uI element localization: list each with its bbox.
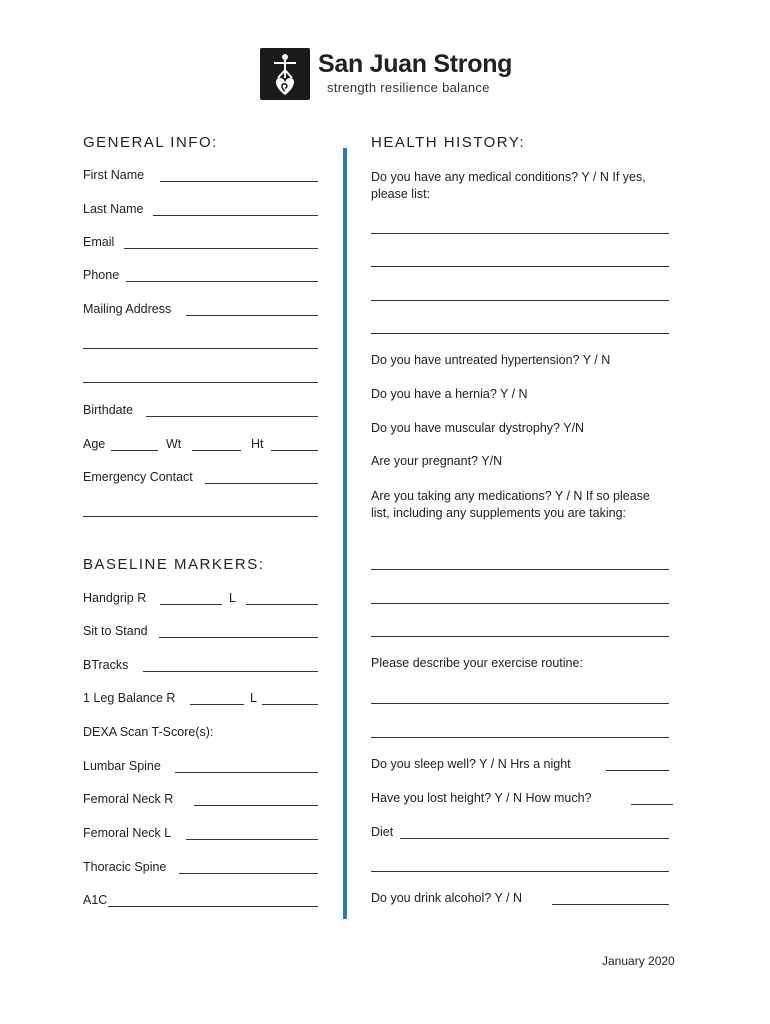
- mailing-address-line-3[interactable]: [83, 382, 318, 383]
- handgrip-l-label: L: [229, 591, 236, 605]
- medical-conditions-line-2[interactable]: [371, 266, 669, 267]
- height-question: Have you lost height? Y / N How much?: [371, 791, 592, 805]
- femoral-neck-l-field[interactable]: [186, 839, 318, 840]
- diet-field[interactable]: [400, 838, 669, 839]
- exercise-line-2[interactable]: [371, 737, 669, 738]
- last-name-label: Last Name: [83, 202, 144, 216]
- phone-label: Phone: [83, 268, 120, 282]
- diet-line-2[interactable]: [371, 871, 669, 872]
- general-info-heading: GENERAL INFO:: [83, 134, 218, 151]
- pregnant-question: Are your pregnant? Y/N: [371, 454, 503, 468]
- medications-line-3[interactable]: [371, 636, 669, 637]
- femoral-neck-r-label: Femoral Neck R: [83, 792, 174, 806]
- btracks-label: BTracks: [83, 658, 129, 672]
- a1c-field[interactable]: [108, 906, 318, 907]
- age-field[interactable]: [111, 450, 158, 451]
- btracks-field[interactable]: [143, 671, 318, 672]
- medical-conditions-line-4[interactable]: [371, 333, 669, 334]
- diet-label: Diet: [371, 825, 394, 839]
- emergency-contact-label: Emergency Contact: [83, 470, 193, 484]
- dexa-scan-label: DEXA Scan T-Score(s):: [83, 725, 214, 739]
- ht-field[interactable]: [271, 450, 318, 451]
- medications-line-1[interactable]: [371, 569, 669, 570]
- birthdate-label: Birthdate: [83, 403, 134, 417]
- leg-balance-l-field[interactable]: [262, 704, 318, 705]
- thoracic-spine-field[interactable]: [179, 873, 318, 874]
- hernia-question: Do you have a hernia? Y / N: [371, 387, 528, 401]
- email-label: Email: [83, 235, 115, 249]
- medical-conditions-line-3[interactable]: [371, 300, 669, 301]
- lumbar-spine-field[interactable]: [175, 772, 318, 773]
- sit-to-stand-field[interactable]: [159, 637, 318, 638]
- mailing-address-field[interactable]: [186, 315, 318, 316]
- sit-to-stand-label: Sit to Stand: [83, 624, 148, 638]
- wt-field[interactable]: [192, 450, 241, 451]
- logo-name: San Juan Strong: [318, 50, 513, 78]
- birthdate-field[interactable]: [146, 416, 318, 417]
- logo-tagline: strength resilience balance: [327, 80, 490, 95]
- mailing-address-line-2[interactable]: [83, 348, 318, 349]
- column-divider: [343, 148, 347, 919]
- sleep-hours-field[interactable]: [606, 770, 669, 771]
- leg-balance-l-label: L: [250, 691, 257, 705]
- emergency-contact-line-2[interactable]: [83, 516, 318, 517]
- dystrophy-question: Do you have muscular dystrophy? Y/N: [371, 421, 585, 435]
- baseline-markers-heading: BASELINE MARKERS:: [83, 556, 265, 573]
- thoracic-spine-label: Thoracic Spine: [83, 860, 167, 874]
- logo: [260, 48, 520, 104]
- phone-field[interactable]: [126, 281, 318, 282]
- a1c-label: A1C: [83, 893, 108, 907]
- height-amount-field[interactable]: [631, 804, 673, 805]
- hypertension-question: Do you have untreated hypertension? Y / N: [371, 353, 611, 367]
- age-label: Age: [83, 437, 106, 451]
- alcohol-question: Do you drink alcohol? Y / N: [371, 891, 523, 905]
- logo-mark-icon: [260, 48, 310, 100]
- emergency-contact-field[interactable]: [205, 483, 318, 484]
- first-name-field[interactable]: [160, 181, 318, 182]
- last-name-field[interactable]: [153, 215, 318, 216]
- mailing-address-label: Mailing Address: [83, 302, 172, 316]
- ht-label: Ht: [251, 437, 264, 451]
- wt-label: Wt: [166, 437, 182, 451]
- medications-line-2[interactable]: [371, 603, 669, 604]
- leg-balance-r-field[interactable]: [190, 704, 244, 705]
- medications-question: Are you taking any medications? Y / N If so please list, including any supplements you are taking:: [371, 489, 650, 520]
- femoral-neck-r-field[interactable]: [194, 805, 318, 806]
- medical-conditions-line-1[interactable]: [371, 233, 669, 234]
- exercise-line-1[interactable]: [371, 703, 669, 704]
- lumbar-spine-label: Lumbar Spine: [83, 759, 161, 773]
- medical-conditions-question: Do you have any medical conditions? Y / N If yes, please list:: [371, 170, 646, 201]
- health-history-heading: HEALTH HISTORY:: [371, 134, 526, 151]
- first-name-label: First Name: [83, 168, 145, 182]
- exercise-question: Please describe your exercise routine:: [371, 656, 583, 670]
- handgrip-l-field[interactable]: [246, 604, 318, 605]
- sleep-question: Do you sleep well? Y / N Hrs a night: [371, 757, 571, 771]
- handgrip-r-field[interactable]: [160, 604, 222, 605]
- handgrip-label: Handgrip R: [83, 591, 147, 605]
- alcohol-field[interactable]: [552, 904, 669, 905]
- leg-balance-label: 1 Leg Balance R: [83, 691, 176, 705]
- footer-date: January 2020: [602, 954, 675, 968]
- femoral-neck-l-label: Femoral Neck L: [83, 826, 172, 840]
- email-field[interactable]: [124, 248, 318, 249]
